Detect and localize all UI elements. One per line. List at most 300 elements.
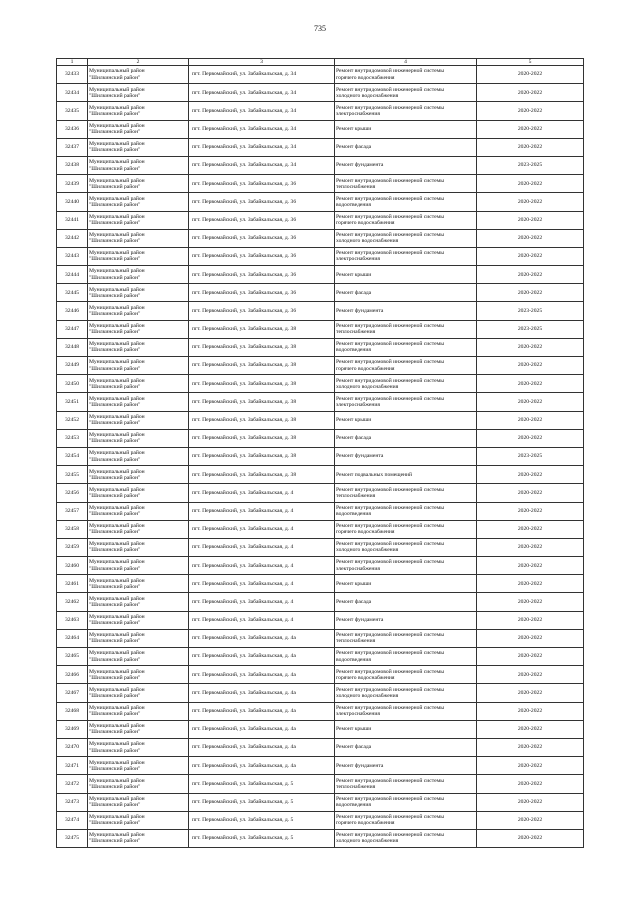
work-type-line-2: холодного водоснабжения xyxy=(336,838,399,845)
work-type-line-2: электроснабжения xyxy=(336,711,380,718)
municipality-line-1: Муниципальный район xyxy=(89,595,145,602)
period-cell: 2020-2022 xyxy=(477,757,584,775)
municipality-line-2: "Шилкинский район" xyxy=(89,692,141,699)
municipality-line-2: "Шилкинский район" xyxy=(89,565,141,572)
address-cell: пгт. Первомайский, ул. Забайкальская, д. 4а xyxy=(189,738,335,756)
municipality-line-1: Муниципальный район xyxy=(89,341,145,348)
municipality-cell xyxy=(88,84,189,102)
municipality-cell xyxy=(88,138,189,156)
work-type-line-1: Ремонт подвальных помещений xyxy=(336,471,413,478)
work-type-cell xyxy=(335,102,477,120)
table-row xyxy=(57,447,584,465)
address-cell: пгт. Первомайский, ул. Забайкальская, д. 4а xyxy=(189,629,335,647)
address-cell: пгт. Первомайский, ул. Забайкальская, д. 4 xyxy=(189,484,335,502)
row-number: 32457 xyxy=(57,502,88,520)
table-row xyxy=(57,484,584,502)
work-type-line-2: горячего водоснабжения xyxy=(336,365,395,372)
row-number: 32472 xyxy=(57,775,88,793)
municipality-line-1: Муниципальный район xyxy=(89,268,145,275)
municipality-line-2: "Шилкинский район" xyxy=(89,802,141,809)
period-cell: 2020-2022 xyxy=(477,557,584,575)
address-cell: пгт. Первомайский, ул. Забайкальская, д. 36 xyxy=(189,284,335,302)
row-number: 32447 xyxy=(57,320,88,338)
work-type-line-1: Ремонт внутридомовой инженерной системы xyxy=(336,341,444,348)
work-type-cell xyxy=(335,247,477,265)
table-row xyxy=(57,411,584,429)
municipality-cell xyxy=(88,793,189,811)
table-row xyxy=(57,138,584,156)
work-type-line-2: электроснабжения xyxy=(336,256,380,263)
work-type-line-1: Ремонт внутридомовой инженерной системы xyxy=(336,504,444,511)
table-row xyxy=(57,320,584,338)
address-cell: пгт. Первомайский, ул. Забайкальская, д. 34 xyxy=(189,138,335,156)
work-type-line-1: Ремонт внутридомовой инженерной системы xyxy=(336,668,444,675)
page-number: 735 xyxy=(314,24,326,33)
work-type-cell xyxy=(335,484,477,502)
work-type-line-1: Ремонт внутридомовой инженерной системы xyxy=(336,632,444,639)
address-cell: пгт. Первомайский, ул. Забайкальская, д. 5 xyxy=(189,793,335,811)
table-row xyxy=(57,738,584,756)
row-number: 32463 xyxy=(57,611,88,629)
municipality-cell xyxy=(88,193,189,211)
municipality-line-2: "Шилкинский район" xyxy=(89,820,141,827)
work-type-line-1: Ремонт внутридомовой инженерной системы xyxy=(336,395,444,402)
municipality-line-2: "Шилкинский район" xyxy=(89,656,141,663)
work-type-line-1: Ремонт внутридомовой инженерной системы xyxy=(336,177,444,184)
work-type-line-1: Ремонт крыши xyxy=(336,417,372,424)
row-number: 32439 xyxy=(57,175,88,193)
work-type-line-1: Ремонт крыши xyxy=(336,726,372,733)
municipality-cell xyxy=(88,266,189,284)
period-cell: 2020-2022 xyxy=(477,284,584,302)
municipality-cell xyxy=(88,829,189,847)
work-type-line-2: холодного водоснабжения xyxy=(336,547,399,554)
address-cell: пгт. Первомайский, ул. Забайкальская, д. 34 xyxy=(189,156,335,174)
work-type-line-1: Ремонт внутридомовой инженерной системы xyxy=(336,250,444,257)
period-cell: 2020-2022 xyxy=(477,120,584,138)
municipality-cell xyxy=(88,702,189,720)
municipality-line-2: "Шилкинский район" xyxy=(89,456,141,463)
municipality-line-1: Муниципальный район xyxy=(89,122,145,129)
work-type-cell xyxy=(335,156,477,174)
work-type-cell xyxy=(335,138,477,156)
period-cell: 2020-2022 xyxy=(477,720,584,738)
period-cell: 2020-2022 xyxy=(477,575,584,593)
municipality-cell xyxy=(88,466,189,484)
municipality-line-2: "Шилкинский район" xyxy=(89,347,141,354)
municipality-line-2: "Шилкинский район" xyxy=(89,365,141,372)
work-type-line-2: горячего водоснабжения xyxy=(336,820,395,827)
row-number: 32462 xyxy=(57,593,88,611)
municipality-cell xyxy=(88,447,189,465)
municipality-line-1: Муниципальный район xyxy=(89,523,145,530)
municipality-cell xyxy=(88,175,189,193)
work-type-cell xyxy=(335,120,477,138)
work-type-cell xyxy=(335,175,477,193)
address-cell: пгт. Первомайский, ул. Забайкальская, д. 34 xyxy=(189,84,335,102)
municipality-line-2: "Шилкинский район" xyxy=(89,110,141,117)
work-type-line-1: Ремонт внутридомовой инженерной системы xyxy=(336,323,444,330)
period-cell: 2020-2022 xyxy=(477,466,584,484)
period-cell: 2023-2025 xyxy=(477,320,584,338)
municipality-line-1: Муниципальный район xyxy=(89,559,145,566)
period-cell: 2020-2022 xyxy=(477,138,584,156)
table-row xyxy=(57,502,584,520)
row-number: 32446 xyxy=(57,302,88,320)
table-row xyxy=(57,702,584,720)
work-type-cell xyxy=(335,266,477,284)
work-type-cell xyxy=(335,666,477,684)
row-number: 32440 xyxy=(57,193,88,211)
municipality-line-1: Муниципальный район xyxy=(89,704,145,711)
work-type-line-1: Ремонт внутридомовой инженерной системы xyxy=(336,232,444,239)
period-cell: 2020-2022 xyxy=(477,775,584,793)
work-type-cell xyxy=(335,520,477,538)
work-type-line-1: Ремонт внутридомовой инженерной системы xyxy=(336,795,444,802)
table-row xyxy=(57,266,584,284)
municipality-line-1: Муниципальный район xyxy=(89,632,145,639)
row-number: 32443 xyxy=(57,247,88,265)
work-type-line-1: Ремонт фундамента xyxy=(336,307,384,314)
period-cell: 2020-2022 xyxy=(477,484,584,502)
work-type-line-2: горячего водоснабжения xyxy=(336,220,395,227)
work-type-cell xyxy=(335,720,477,738)
municipality-line-2: "Шилкинский район" xyxy=(89,383,141,390)
municipality-cell xyxy=(88,66,189,84)
municipality-line-1: Муниципальный район xyxy=(89,468,145,475)
row-number: 32465 xyxy=(57,648,88,666)
row-number: 32458 xyxy=(57,520,88,538)
municipality-line-1: Муниципальный район xyxy=(89,304,145,311)
header-col-4: 4 xyxy=(335,59,477,66)
row-number: 32441 xyxy=(57,211,88,229)
work-type-line-1: Ремонт внутридомовой инженерной системы xyxy=(336,523,444,530)
work-type-cell xyxy=(335,557,477,575)
municipality-cell xyxy=(88,648,189,666)
work-type-cell xyxy=(335,193,477,211)
work-type-cell xyxy=(335,775,477,793)
work-type-line-1: Ремонт фасада xyxy=(336,144,372,151)
table-row xyxy=(57,520,584,538)
period-cell: 2020-2022 xyxy=(477,247,584,265)
municipality-line-2: "Шилкинский район" xyxy=(89,74,141,81)
municipality-line-2: "Шилкинский район" xyxy=(89,401,141,408)
work-type-line-2: теплоснабжения xyxy=(336,638,376,645)
municipality-line-1: Муниципальный район xyxy=(89,359,145,366)
work-type-cell xyxy=(335,702,477,720)
work-type-line-1: Ремонт фундамента xyxy=(336,762,384,769)
municipality-line-1: Муниципальный район xyxy=(89,723,145,730)
municipality-cell xyxy=(88,411,189,429)
period-cell: 2020-2022 xyxy=(477,593,584,611)
address-cell: пгт. Первомайский, ул. Забайкальская, д. 5 xyxy=(189,775,335,793)
work-type-line-2: теплоснабжения xyxy=(336,183,376,190)
municipality-cell xyxy=(88,775,189,793)
row-number: 32452 xyxy=(57,411,88,429)
period-cell: 2020-2022 xyxy=(477,338,584,356)
municipality-cell xyxy=(88,520,189,538)
address-cell: пгт. Первомайский, ул. Забайкальская, д. 38 xyxy=(189,447,335,465)
table-row xyxy=(57,666,584,684)
municipality-line-1: Муниципальный район xyxy=(89,68,145,75)
header-row xyxy=(57,59,584,66)
address-cell: пгт. Первомайский, ул. Забайкальская, д. 38 xyxy=(189,338,335,356)
municipality-line-1: Муниципальный район xyxy=(89,541,145,548)
header-col-3: 3 xyxy=(189,59,335,66)
table-row xyxy=(57,684,584,702)
period-cell: 2020-2022 xyxy=(477,175,584,193)
address-cell: пгт. Первомайский, ул. Забайкальская, д. 4 xyxy=(189,520,335,538)
work-type-line-2: горячего водоснабжения xyxy=(336,674,395,681)
work-type-cell xyxy=(335,793,477,811)
row-number: 32473 xyxy=(57,793,88,811)
municipality-line-1: Муниципальный район xyxy=(89,377,145,384)
work-type-cell xyxy=(335,393,477,411)
address-cell: пгт. Первомайский, ул. Забайкальская, д. 38 xyxy=(189,429,335,447)
municipality-line-2: "Шилкинский район" xyxy=(89,583,141,590)
work-type-line-1: Ремонт фундамента xyxy=(336,617,384,624)
work-type-line-1: Ремонт внутридомовой инженерной системы xyxy=(336,686,444,693)
period-cell: 2020-2022 xyxy=(477,393,584,411)
municipality-line-2: "Шилкинский район" xyxy=(89,129,141,136)
municipality-cell xyxy=(88,229,189,247)
row-number: 32454 xyxy=(57,447,88,465)
municipality-line-2: "Шилкинский район" xyxy=(89,311,141,318)
table-row xyxy=(57,829,584,847)
work-type-cell xyxy=(335,84,477,102)
row-number: 32438 xyxy=(57,156,88,174)
period-cell: 2023-2025 xyxy=(477,302,584,320)
work-type-cell xyxy=(335,429,477,447)
municipality-line-1: Муниципальный район xyxy=(89,250,145,257)
municipality-line-1: Муниципальный район xyxy=(89,614,145,621)
period-cell: 2020-2022 xyxy=(477,229,584,247)
work-type-line-1: Ремонт фасада xyxy=(336,598,372,605)
header-col-2: 2 xyxy=(88,59,189,66)
work-type-cell xyxy=(335,593,477,611)
work-type-line-1: Ремонт внутридомовой инженерной системы xyxy=(336,377,444,384)
municipality-line-1: Муниципальный район xyxy=(89,104,145,111)
row-number: 32445 xyxy=(57,284,88,302)
address-cell: пгт. Первомайский, ул. Забайкальская, д. 4а xyxy=(189,648,335,666)
municipality-line-1: Муниципальный район xyxy=(89,650,145,657)
municipality-cell xyxy=(88,557,189,575)
municipality-line-1: Муниципальный район xyxy=(89,432,145,439)
municipality-line-2: "Шилкинский район" xyxy=(89,220,141,227)
work-type-line-1: Ремонт внутридомовой инженерной системы xyxy=(336,359,444,366)
work-type-line-1: Ремонт крыши xyxy=(336,271,372,278)
municipality-line-1: Муниципальный район xyxy=(89,395,145,402)
header-col-1: 1 xyxy=(57,59,88,66)
municipality-line-2: "Шилкинский район" xyxy=(89,92,141,99)
work-type-cell xyxy=(335,66,477,84)
municipality-cell xyxy=(88,102,189,120)
period-cell: 2020-2022 xyxy=(477,793,584,811)
row-number: 32449 xyxy=(57,357,88,375)
table-row xyxy=(57,211,584,229)
municipality-line-1: Муниципальный район xyxy=(89,86,145,93)
table-row xyxy=(57,811,584,829)
address-cell: пгт. Первомайский, ул. Забайкальская, д. 4 xyxy=(189,575,335,593)
work-type-cell xyxy=(335,757,477,775)
row-number: 32471 xyxy=(57,757,88,775)
table-row xyxy=(57,193,584,211)
work-type-cell xyxy=(335,811,477,829)
table-row xyxy=(57,375,584,393)
address-cell: пгт. Первомайский, ул. Забайкальская, д. 4а xyxy=(189,666,335,684)
period-cell: 2020-2022 xyxy=(477,684,584,702)
municipality-line-1: Муниципальный район xyxy=(89,814,145,821)
municipality-cell xyxy=(88,302,189,320)
work-type-line-2: холодного водоснабжения xyxy=(336,383,399,390)
work-type-line-1: Ремонт внутридомовой инженерной системы xyxy=(336,104,444,111)
municipality-line-1: Муниципальный район xyxy=(89,195,145,202)
work-type-line-1: Ремонт внутридомовой инженерной системы xyxy=(336,541,444,548)
work-type-line-2: горячего водоснабжения xyxy=(336,529,395,536)
work-type-cell xyxy=(335,466,477,484)
municipality-line-2: "Шилкинский район" xyxy=(89,602,141,609)
table-row xyxy=(57,611,584,629)
row-number: 32453 xyxy=(57,429,88,447)
table-row xyxy=(57,593,584,611)
row-number: 32450 xyxy=(57,375,88,393)
row-number: 32456 xyxy=(57,484,88,502)
work-type-cell xyxy=(335,648,477,666)
municipality-cell xyxy=(88,629,189,647)
work-type-cell xyxy=(335,575,477,593)
table-row xyxy=(57,393,584,411)
table-row xyxy=(57,429,584,447)
table-row xyxy=(57,466,584,484)
municipality-line-2: "Шилкинский район" xyxy=(89,329,141,336)
municipality-cell xyxy=(88,211,189,229)
address-cell: пгт. Первомайский, ул. Забайкальская, д. 4а xyxy=(189,757,335,775)
period-cell: 2020-2022 xyxy=(477,429,584,447)
work-type-line-1: Ремонт фундамента xyxy=(336,453,384,460)
work-type-line-1: Ремонт внутридомовой инженерной системы xyxy=(336,559,444,566)
municipality-line-2: "Шилкинский район" xyxy=(89,783,141,790)
work-type-line-1: Ремонт внутридомовой инженерной системы xyxy=(336,195,444,202)
row-number: 32442 xyxy=(57,229,88,247)
work-type-line-2: теплоснабжения xyxy=(336,329,376,336)
address-cell: пгт. Первомайский, ул. Забайкальская, д. 34 xyxy=(189,66,335,84)
row-number: 32437 xyxy=(57,138,88,156)
municipality-cell xyxy=(88,611,189,629)
municipality-line-2: "Шилкинский район" xyxy=(89,474,141,481)
municipality-line-2: "Шилкинский район" xyxy=(89,292,141,299)
work-type-line-1: Ремонт внутридомовой инженерной системы xyxy=(336,86,444,93)
municipality-line-2: "Шилкинский район" xyxy=(89,147,141,154)
row-number: 32468 xyxy=(57,702,88,720)
table-row xyxy=(57,247,584,265)
period-cell: 2020-2022 xyxy=(477,193,584,211)
municipality-line-1: Муниципальный район xyxy=(89,159,145,166)
municipality-line-2: "Шилкинский район" xyxy=(89,765,141,772)
table-row xyxy=(57,775,584,793)
municipality-line-2: "Шилкинский район" xyxy=(89,438,141,445)
period-cell: 2020-2022 xyxy=(477,375,584,393)
period-cell: 2020-2022 xyxy=(477,66,584,84)
municipality-line-1: Муниципальный район xyxy=(89,577,145,584)
municipality-line-2: "Шилкинский район" xyxy=(89,183,141,190)
table-row xyxy=(57,357,584,375)
municipality-cell xyxy=(88,502,189,520)
row-number: 32460 xyxy=(57,557,88,575)
work-type-line-2: электроснабжения xyxy=(336,110,380,117)
work-type-line-1: Ремонт фасада xyxy=(336,435,372,442)
period-cell: 2020-2022 xyxy=(477,738,584,756)
period-cell: 2020-2022 xyxy=(477,629,584,647)
table-row xyxy=(57,302,584,320)
work-type-cell xyxy=(335,357,477,375)
municipality-cell xyxy=(88,575,189,593)
work-type-line-1: Ремонт внутридомовой инженерной системы xyxy=(336,832,444,839)
municipality-line-1: Муниципальный район xyxy=(89,213,145,220)
address-cell: пгт. Первомайский, ул. Забайкальская, д. 36 xyxy=(189,175,335,193)
work-type-line-2: холодного водоснабжения xyxy=(336,238,399,245)
municipality-line-2: "Шилкинский район" xyxy=(89,201,141,208)
municipality-line-2: "Шилкинский район" xyxy=(89,165,141,172)
period-cell: 2020-2022 xyxy=(477,702,584,720)
municipality-line-1: Муниципальный район xyxy=(89,777,145,784)
address-cell: пгт. Первомайский, ул. Забайкальская, д. 36 xyxy=(189,211,335,229)
table-row xyxy=(57,757,584,775)
work-type-line-1: Ремонт крыши xyxy=(336,126,372,133)
work-type-cell xyxy=(335,611,477,629)
address-cell: пгт. Первомайский, ул. Забайкальская, д. 36 xyxy=(189,193,335,211)
municipality-line-2: "Шилкинский район" xyxy=(89,511,141,518)
municipality-cell xyxy=(88,429,189,447)
municipality-cell xyxy=(88,757,189,775)
period-cell: 2020-2022 xyxy=(477,811,584,829)
municipality-line-1: Муниципальный район xyxy=(89,177,145,184)
address-cell: пгт. Первомайский, ул. Забайкальская, д. 36 xyxy=(189,302,335,320)
municipality-line-1: Муниципальный район xyxy=(89,759,145,766)
work-type-line-2: водоотведения xyxy=(336,511,371,518)
table-row xyxy=(57,648,584,666)
row-number: 32474 xyxy=(57,811,88,829)
work-type-cell xyxy=(335,211,477,229)
work-type-line-1: Ремонт фасада xyxy=(336,744,372,751)
municipality-line-1: Муниципальный район xyxy=(89,795,145,802)
work-type-line-1: Ремонт внутридомовой инженерной системы xyxy=(336,814,444,821)
row-number: 32469 xyxy=(57,720,88,738)
period-cell: 2020-2022 xyxy=(477,666,584,684)
work-type-cell xyxy=(335,411,477,429)
municipality-line-2: "Шилкинский район" xyxy=(89,747,141,754)
work-type-line-1: Ремонт крыши xyxy=(336,580,372,587)
table-row xyxy=(57,720,584,738)
period-cell: 2020-2022 xyxy=(477,829,584,847)
period-cell: 2020-2022 xyxy=(477,611,584,629)
address-cell: пгт. Первомайский, ул. Забайкальская, д. 5 xyxy=(189,811,335,829)
municipality-line-1: Муниципальный район xyxy=(89,232,145,239)
table-row xyxy=(57,66,584,84)
municipality-line-1: Муниципальный район xyxy=(89,141,145,148)
municipality-line-1: Муниципальный район xyxy=(89,486,145,493)
work-type-cell xyxy=(335,829,477,847)
table-row xyxy=(57,102,584,120)
municipality-cell xyxy=(88,720,189,738)
work-type-cell xyxy=(335,684,477,702)
address-cell: пгт. Первомайский, ул. Забайкальская, д. 36 xyxy=(189,229,335,247)
address-cell: пгт. Первомайский, ул. Забайкальская, д. 34 xyxy=(189,102,335,120)
period-cell: 2023-2025 xyxy=(477,156,584,174)
municipality-cell xyxy=(88,338,189,356)
work-type-line-1: Ремонт внутридомовой инженерной системы xyxy=(336,486,444,493)
municipality-line-1: Муниципальный район xyxy=(89,832,145,839)
address-cell: пгт. Первомайский, ул. Забайкальская, д. 38 xyxy=(189,393,335,411)
